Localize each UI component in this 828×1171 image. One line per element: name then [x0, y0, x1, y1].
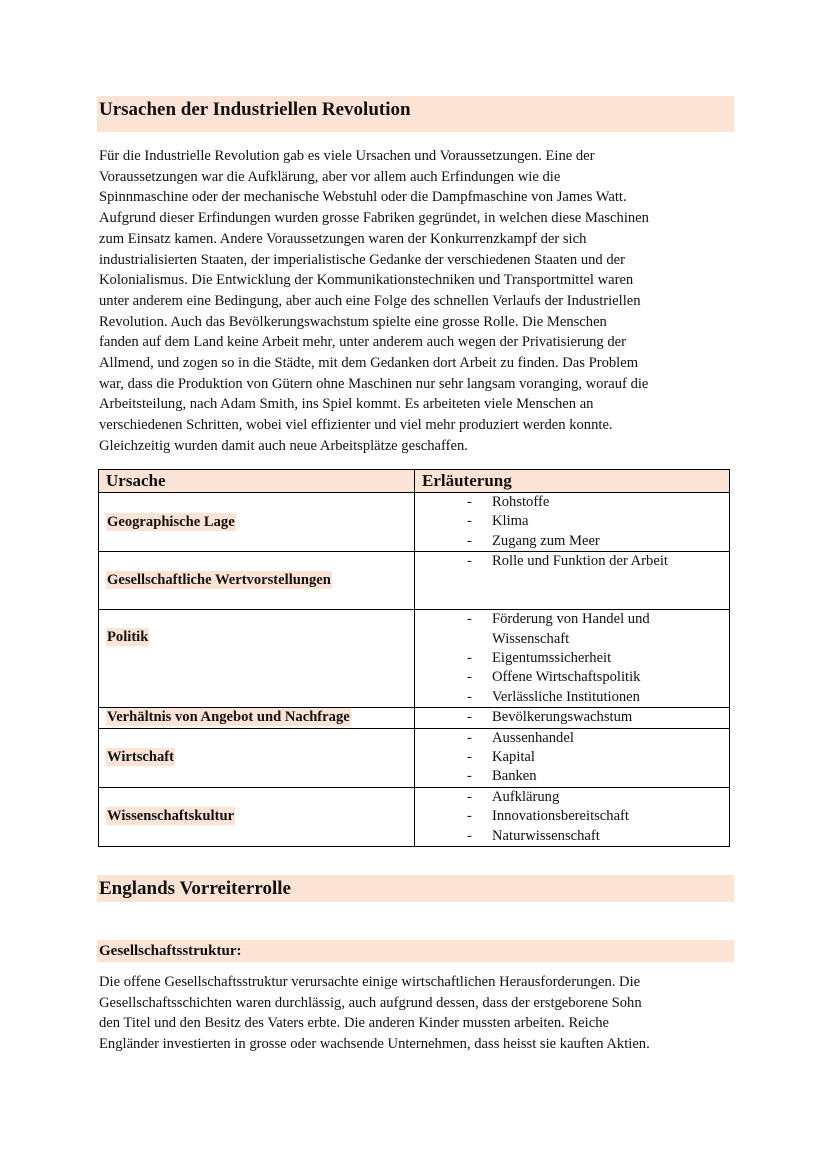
- explanation-cell: [415, 787, 730, 846]
- table-row: [99, 787, 730, 846]
- paragraph-line: Die offene Gesellschaftsstruktur verursachte einige wirtschaftlichen Herausforderungen. Die: [99, 974, 641, 990]
- paragraph-line: zum Einsatz kamen. Andere Voraussetzungen waren der Konkurrenzkampf der sich: [99, 230, 587, 247]
- cause-label: Wirtschaft: [107, 749, 175, 766]
- table-row: [99, 493, 730, 552]
- list-item: - Klima: [467, 513, 529, 530]
- paragraph-line: industrialisierten Staaten, der imperialistische Gedanke der verschiedenen Staaten und der: [99, 251, 625, 268]
- cause-cell: [99, 787, 415, 846]
- list-item: - Rolle und Funktion der Arbeit: [467, 553, 668, 570]
- list-item: - Bevölkerungswachstum: [467, 709, 633, 726]
- causes-table: [98, 469, 730, 847]
- header-cause: Ursache: [99, 470, 415, 493]
- society-paragraph: [99, 972, 739, 1055]
- list-item: - Verlässliche Institutionen: [467, 688, 640, 705]
- list-item: - Förderung von Handel und: [467, 611, 650, 628]
- list-item: - Rohstoffe: [467, 494, 550, 510]
- list-item: - Kapital: [467, 749, 535, 766]
- paragraph-line: war, dass die Produktion von Gütern ohne Maschinen nur sehr langsam voranging, worauf die: [99, 375, 649, 392]
- section-heading-causes: [97, 96, 734, 132]
- paragraph-line: unter anderem eine Bedingung, aber auch eine Folge des schnellen Verlaufs der Industriellen: [99, 292, 641, 309]
- table-header-row: [99, 470, 730, 493]
- explanation-cell: [415, 493, 730, 552]
- paragraph-line: Spinnmaschine oder der mechanische Webstuhl oder die Dampfmaschine von James Watt.: [99, 189, 627, 206]
- paragraph-line: Für die Industrielle Revolution gab es viele Ursachen und Voraussetzungen. Eine der: [99, 148, 595, 164]
- paragraph-line: Aufgrund dieser Erfindungen wurden grosse Fabriken gegründet, in welchen diese Maschinen: [99, 210, 649, 227]
- table-row: [99, 728, 730, 787]
- paragraph-line: fanden auf dem Land keine Arbeit mehr, unter anderem auch wegen der Privatisierung der: [99, 334, 627, 351]
- paragraph-line: Arbeitsteilung, nach Adam Smith, ins Spiel kommt. Es arbeiteten viele Menschen an: [99, 396, 594, 413]
- paragraph-line: Revolution. Auch das Bevölkerungswachstum spielte eine grosse Rolle. Die Menschen: [99, 313, 607, 330]
- explanation-cell: [415, 728, 730, 787]
- list-item: - Banken: [467, 768, 537, 785]
- paragraph-line: Kolonialismus. Die Entwicklung der Kommunikationstechniken und Transportmittel waren: [99, 272, 634, 289]
- causes-paragraph: [99, 146, 739, 457]
- cause-label: Wissenschaftskultur: [107, 808, 235, 825]
- cause-cell: [99, 493, 415, 552]
- table-row: [99, 708, 730, 728]
- section-title: Englands Vorreiterrolle: [99, 878, 291, 899]
- explanation-cell: [415, 552, 730, 610]
- table-row: [99, 610, 730, 708]
- paragraph-line: verschiedenen Schritten, wobei viel effizienter und viel mehr produziert werden konnte.: [99, 417, 613, 434]
- list-item: - Aussenhandel: [467, 729, 574, 746]
- cause-cell: [99, 610, 415, 708]
- list-item: - Naturwissenschaft: [467, 827, 600, 844]
- cause-cell: [99, 552, 415, 610]
- list-item: - Zugang zum Meer: [467, 532, 600, 549]
- cause-cell: [99, 728, 415, 787]
- cause-cell: [99, 708, 415, 728]
- paragraph-line: Allmend, und zogen so in die Städte, mit dem Gedanken dort Arbeit zu finden. Das Problem: [99, 355, 639, 372]
- list-item: - Eigentumssicherheit: [467, 650, 612, 667]
- cause-label: Gesellschaftliche Wertvorstellungen: [107, 572, 331, 589]
- paragraph-line: den Titel und den Besitz des Vaters erbte. Die anderen Kinder mussten arbeiten. Reiche: [99, 1015, 609, 1032]
- paragraph-line: Gleichzeitig wurden damit auch neue Arbeitsplätze geschaffen.: [99, 437, 468, 454]
- list-item: - Innovationsbereitschaft: [467, 808, 629, 825]
- paragraph-line: Gesellschaftsschichten waren durchlässig, auch aufgrund dessen, dass der erstgeborene Sohn: [99, 994, 642, 1011]
- list-item: Wissenschaft: [492, 630, 570, 647]
- subsection-heading: [97, 940, 734, 962]
- cause-label: Verhältnis von Angebot und Nachfrage: [107, 709, 350, 726]
- section-heading-england: [97, 875, 734, 902]
- list-item: - Offene Wirtschaftspolitik: [467, 669, 641, 686]
- explanation-cell: [415, 708, 730, 728]
- paragraph-line: Engländer investierten in grosse oder wachsende Unternehmen, dass heisst sie kauften Aktien.: [99, 1036, 650, 1053]
- list-item: - Aufklärung: [467, 788, 560, 805]
- header-explanation: Erläuterung: [415, 470, 730, 493]
- section-title: Ursachen der Industriellen Revolution: [99, 99, 411, 120]
- subsection-title: Gesellschaftsstruktur:: [99, 943, 242, 959]
- cause-label: Geographische Lage: [107, 513, 235, 530]
- paragraph-line: Voraussetzungen war die Aufklärung, aber vor allem auch Erfindungen wie die: [99, 168, 561, 185]
- table-row: [99, 552, 730, 610]
- cause-label: Politik: [107, 629, 149, 646]
- explanation-cell: [415, 610, 730, 708]
